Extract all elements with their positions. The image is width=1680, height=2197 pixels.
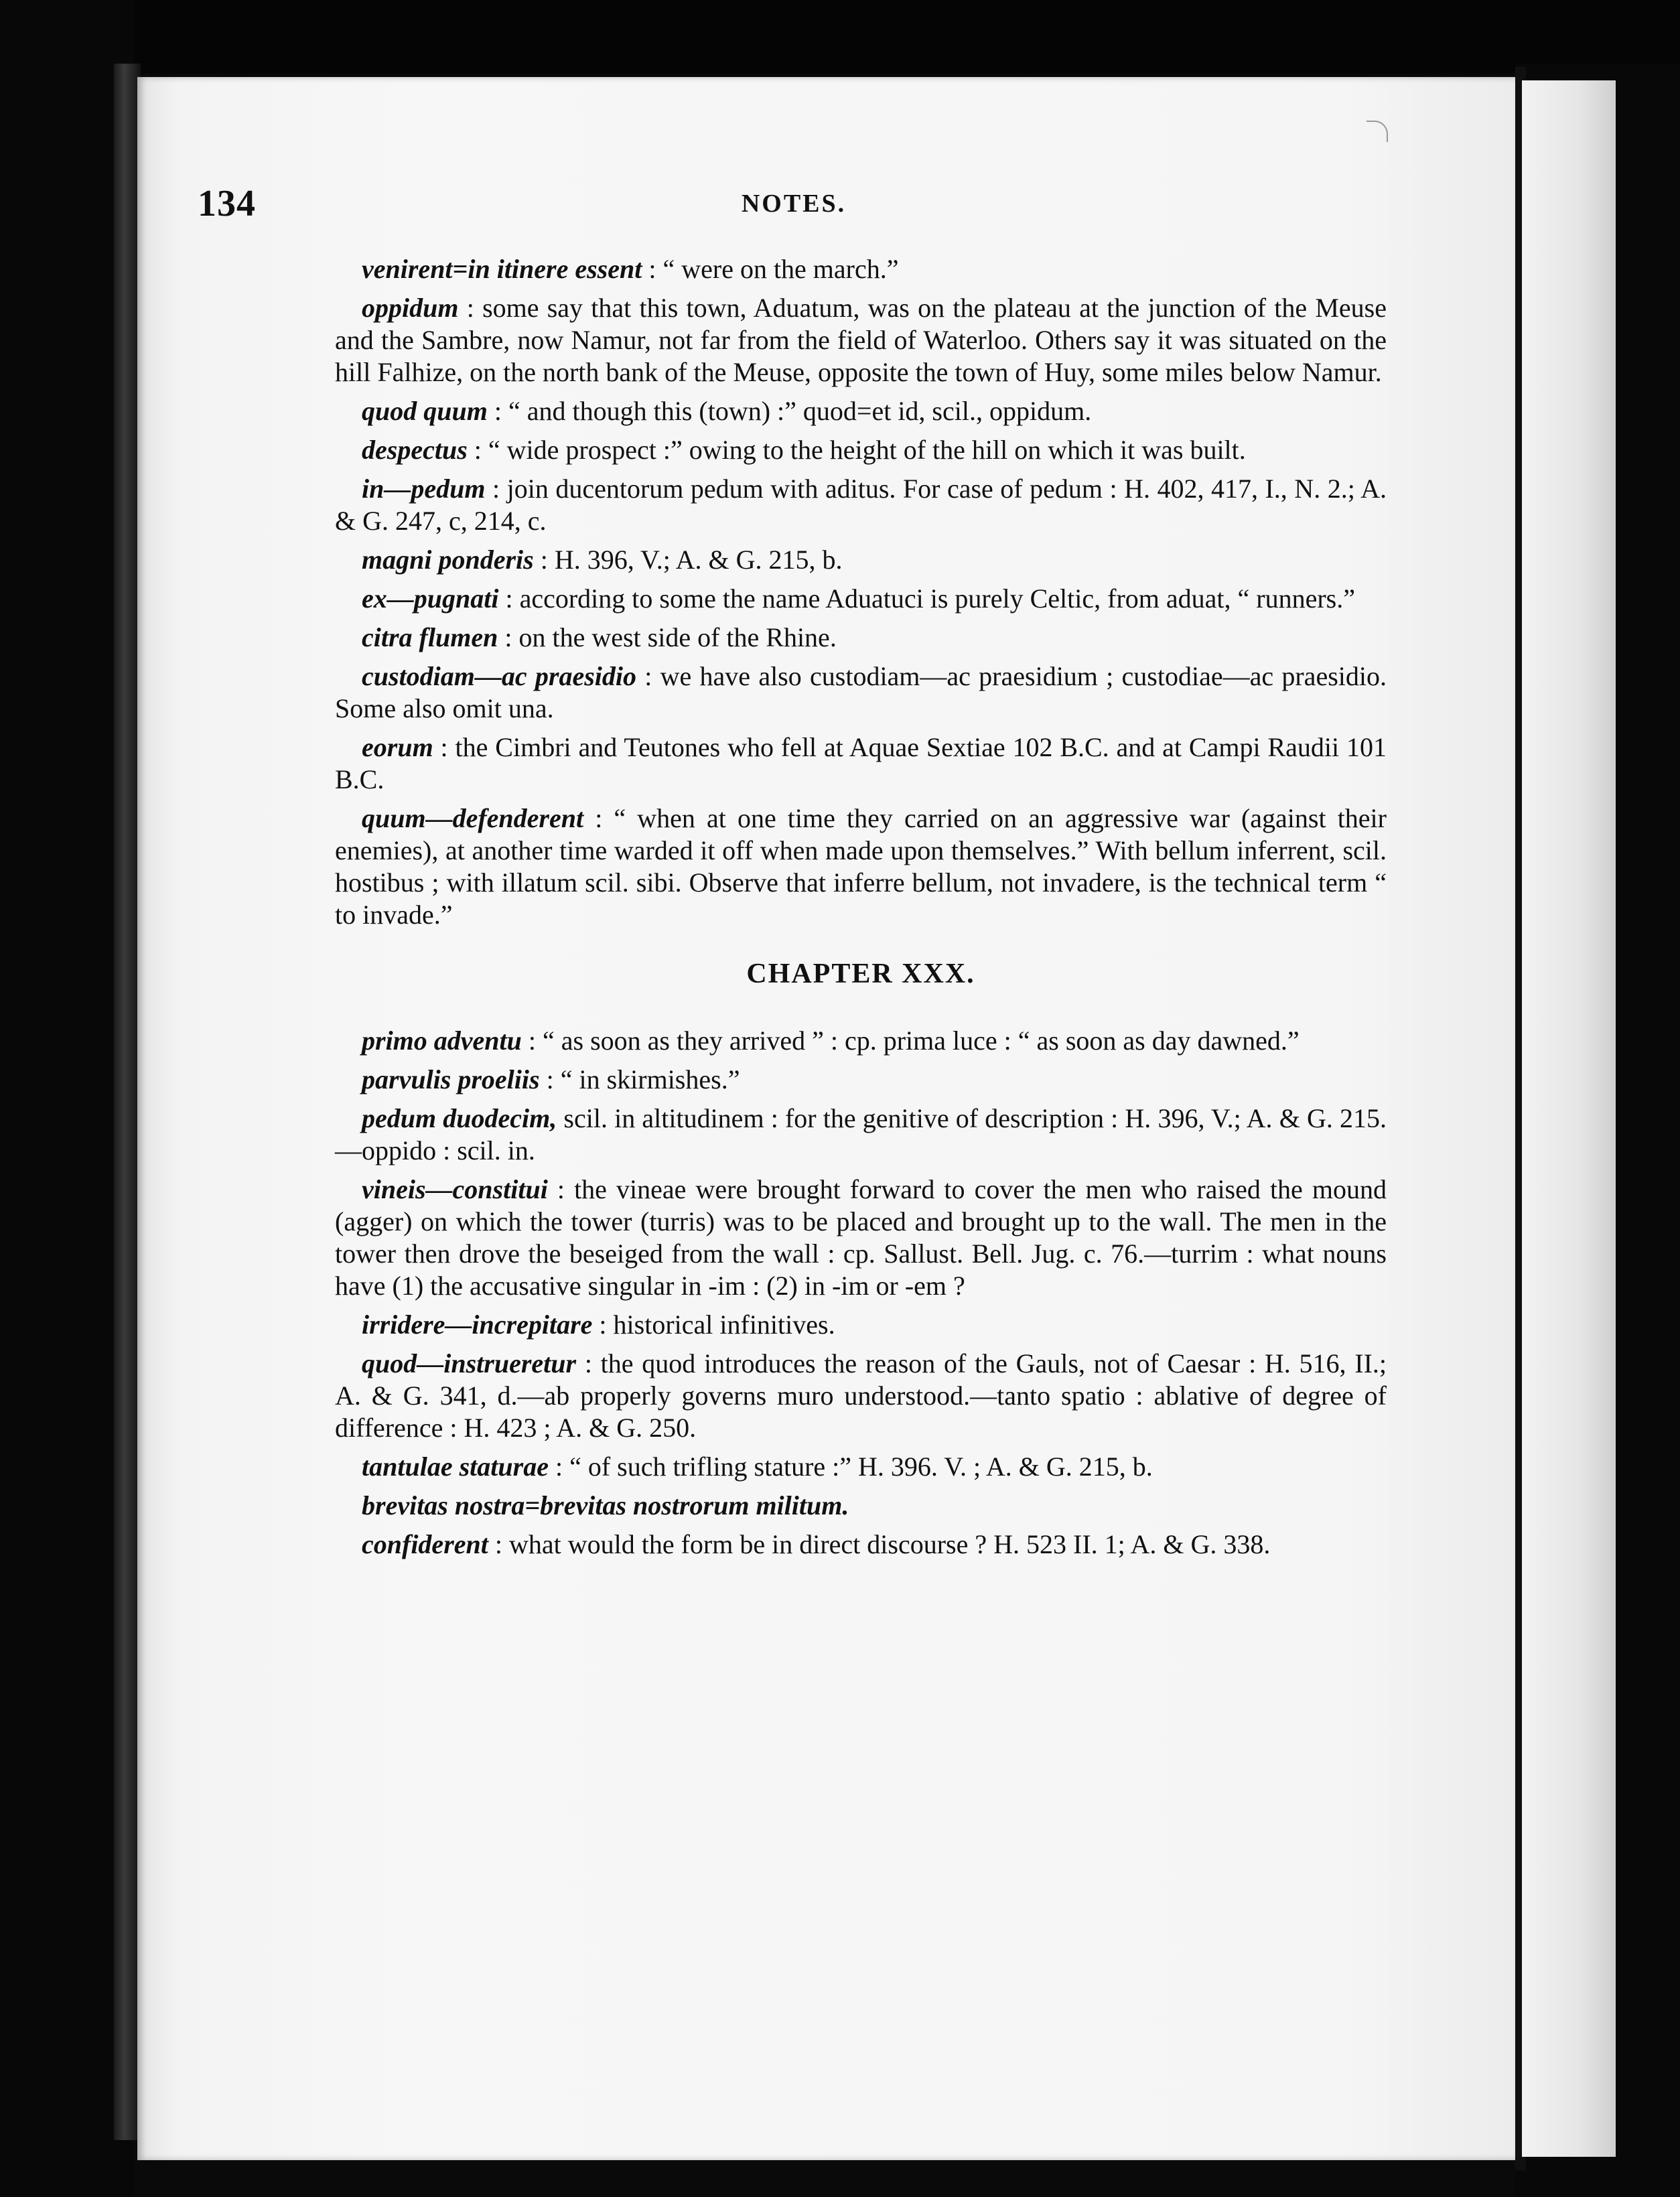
note-entry bbox=[335, 1025, 1387, 1057]
note-entry bbox=[335, 1348, 1387, 1444]
note-lemma: custodiam—ac praesidio bbox=[362, 661, 637, 691]
note-entry bbox=[335, 802, 1387, 931]
book-spine bbox=[114, 64, 141, 2140]
note-lemma: primo adventu bbox=[362, 1025, 522, 1056]
note-lemma: vineis—constitui bbox=[362, 1174, 548, 1204]
note-text: : on the west side of the Rhine. bbox=[498, 622, 837, 652]
note-lemma: citra flumen bbox=[362, 622, 498, 652]
note-lemma: pedum duodecim, bbox=[362, 1103, 557, 1133]
note-entry bbox=[335, 1064, 1387, 1096]
note-entry bbox=[335, 1529, 1387, 1561]
notes-after-section bbox=[335, 1025, 1387, 1561]
note-lemma: in—pedum bbox=[362, 474, 486, 504]
note-lemma: venirent=in itinere essent bbox=[362, 254, 642, 284]
note-text: : the quod introduces the reason of the Gauls, not of Caesar : H. 516, II.; A. & G. 341, d.—ab properly governs muro understood.—tanto spatio : ablative of degree of difference : H. 423 ; A. & G. 250. bbox=[335, 1348, 1387, 1443]
note-lemma: tantulae staturae bbox=[362, 1451, 549, 1482]
note-text: : “ and though this (town) :” quod=et id, scil., oppidum. bbox=[487, 396, 1092, 426]
note-text: : “ of such trifling stature :” H. 396. V. ; A. & G. 215, b. bbox=[548, 1451, 1153, 1482]
note-entry bbox=[335, 660, 1387, 725]
note-entry bbox=[335, 1451, 1387, 1483]
note-text: scil. in altitudinem : for the genitive of description : H. 396, V.; A. & G. 215.—oppido : scil. in. bbox=[335, 1103, 1387, 1165]
note-lemma: quod quum bbox=[362, 396, 488, 426]
notes-before-section bbox=[335, 253, 1387, 931]
note-lemma: quod—instrueretur bbox=[362, 1348, 577, 1378]
note-entry bbox=[335, 1103, 1387, 1167]
notes-text bbox=[335, 253, 1387, 1567]
note-lemma: oppidum bbox=[362, 293, 459, 323]
note-entry bbox=[335, 395, 1387, 427]
note-text: : the Cimbri and Teutones who fell at Aquae Sextiae 102 B.C. and at Campi Raudii 101 B.C. bbox=[335, 732, 1387, 794]
note-text: : historical infinitives. bbox=[592, 1309, 835, 1340]
note-entry bbox=[335, 1174, 1387, 1302]
note-entry bbox=[335, 253, 1387, 285]
note-text: : join ducentorum pedum with aditus. For case of pedum : H. 402, 417, I., N. 2.; A. & G. 247, c, 214, c. bbox=[335, 474, 1387, 536]
scan-top-border bbox=[0, 0, 1680, 74]
note-text: : “ were on the march.” bbox=[642, 254, 899, 284]
note-lemma: eorum bbox=[362, 732, 433, 762]
note-entry bbox=[335, 292, 1387, 388]
note-entry bbox=[335, 1309, 1387, 1341]
note-text: : the vineae were brought forward to cover the men who raised the mound (agger) on which the tower (turris) was to be placed and brought up to the wall. The men in the tower then drove the beseiged from the wall : cp. Sallust. Bell. Jug. c. 76.—turrim : what nouns have (1) the accusative singular in -im : (2) in -im or -em ? bbox=[335, 1174, 1387, 1301]
page-header bbox=[198, 182, 1390, 229]
note-text: : “ in skirmishes.” bbox=[539, 1064, 740, 1094]
note-lemma: brevitas nostra=brevitas nostrorum militum. bbox=[362, 1490, 849, 1520]
note-text: : according to some the name Aduatuci is purely Celtic, from aduat, “ runners.” bbox=[498, 583, 1355, 614]
note-lemma: confiderent bbox=[362, 1529, 488, 1559]
page-number: 134 bbox=[198, 183, 256, 224]
note-entry bbox=[335, 544, 1387, 576]
note-text: : we have also custodiam—ac praesidium ; custodiae—ac praesidio. Some also omit una. bbox=[335, 661, 1387, 723]
note-lemma: ex—pugnati bbox=[362, 583, 499, 614]
note-lemma: parvulis proeliis bbox=[362, 1064, 540, 1094]
note-text: : what would the form be in direct discourse ? H. 523 II. 1; A. & G. 338. bbox=[488, 1529, 1271, 1559]
note-text: : H. 396, V.; A. & G. 215, b. bbox=[533, 545, 843, 575]
note-entry bbox=[335, 434, 1387, 466]
note-text: : “ when at one time they carried on an aggressive war (against their enemies), at another time warded it off when made upon themselves.” With bellum inferrent, scil. hostibus ; with illatum scil. sibi. Observe that inferre bellum, not invadere, is the technical term “ to invade.” bbox=[335, 803, 1387, 930]
note-entry bbox=[335, 583, 1387, 615]
note-text: : “ as soon as they arrived ” : cp. prima luce : “ as soon as day dawned.” bbox=[521, 1025, 1300, 1056]
chapter-heading: CHAPTER XXX. bbox=[746, 959, 975, 989]
running-head: NOTES. bbox=[741, 190, 847, 218]
note-lemma: despectus bbox=[362, 435, 468, 465]
note-text: : some say that this town, Aduatum, was on the plateau at the junction of the Meuse and the Sambre, now Namur, not far from the field of Waterloo. Others say it was situated on the hill Falhize, on the north bank of the Meuse, opposite the town of Huy, some miles below Namur. bbox=[335, 293, 1387, 387]
note-lemma: magni ponderis bbox=[362, 545, 534, 575]
note-lemma: quum—defenderent bbox=[362, 803, 584, 833]
facing-page-edge bbox=[1522, 80, 1616, 2157]
note-entry bbox=[335, 1490, 1387, 1522]
note-text: : “ wide prospect :” owing to the height of the hill on which it was built. bbox=[467, 435, 1246, 465]
note-lemma: irridere—increpitare bbox=[362, 1309, 593, 1340]
note-entry bbox=[335, 731, 1387, 796]
note-entry bbox=[335, 622, 1387, 654]
note-entry bbox=[335, 473, 1387, 537]
